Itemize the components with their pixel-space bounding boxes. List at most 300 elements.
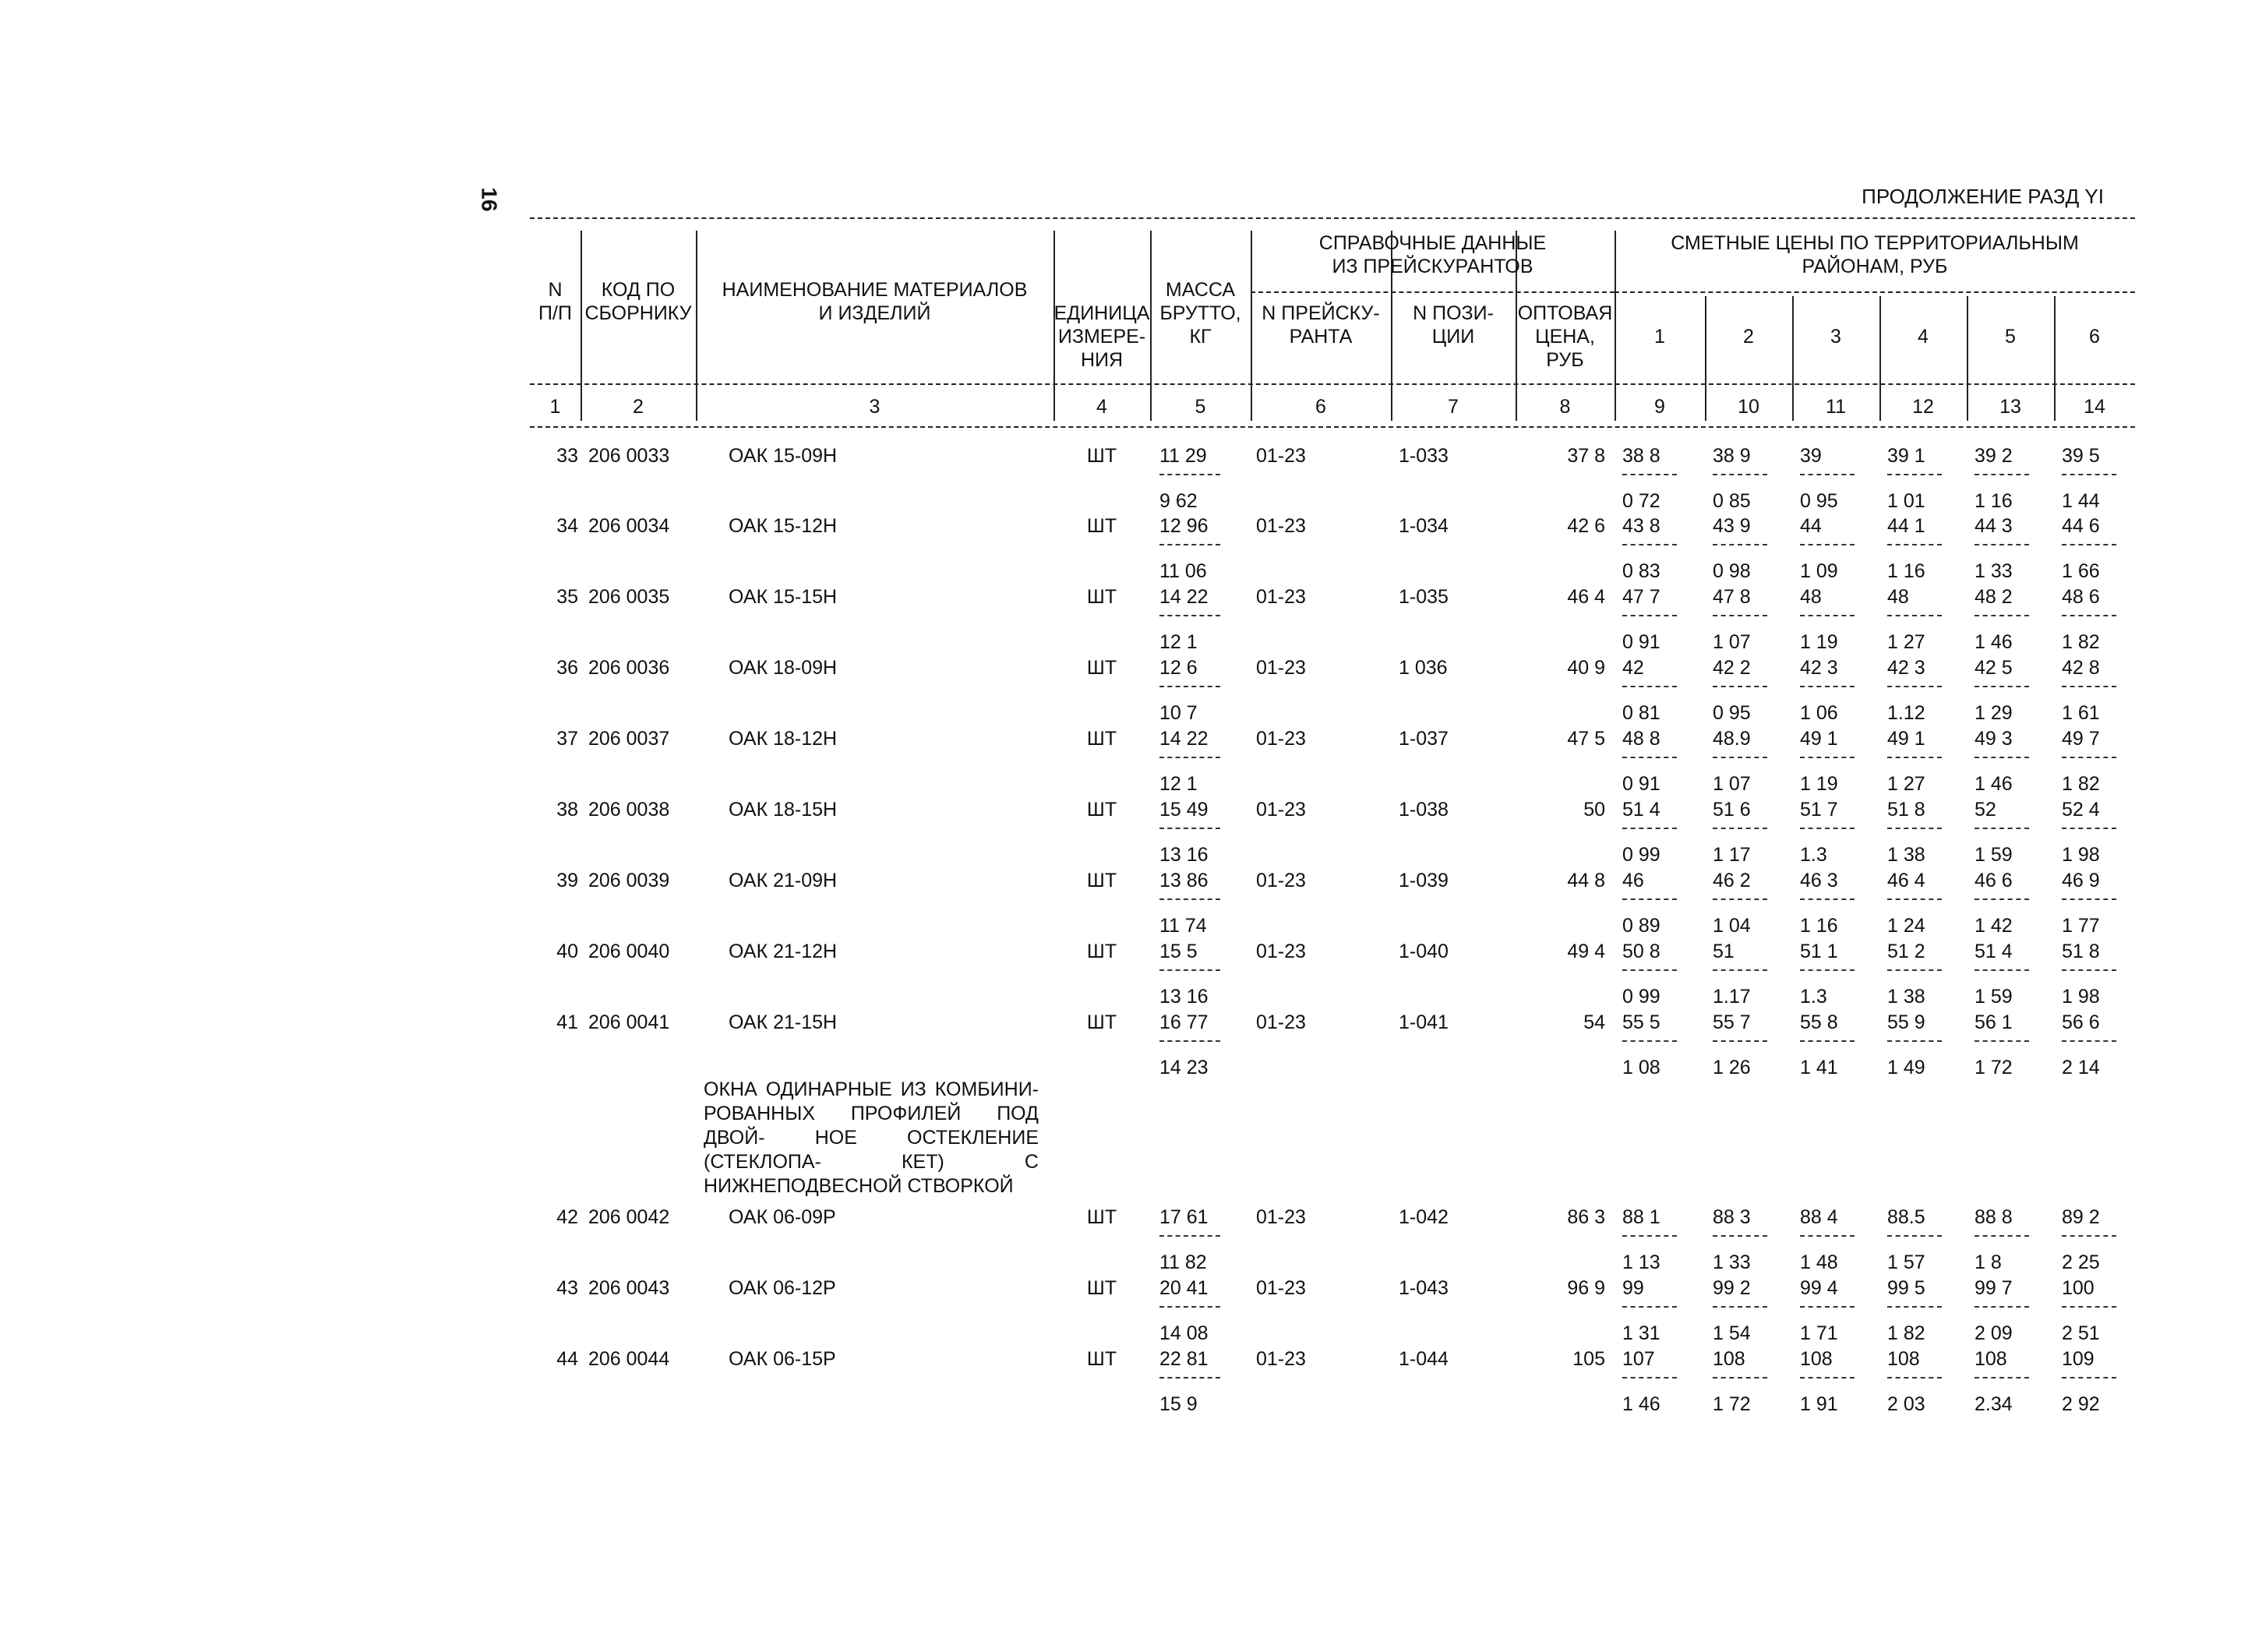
price-fraction-line — [2062, 686, 2116, 687]
row-wholesale: 42 6 — [1567, 515, 1605, 537]
row-price-sub-region-6: 1 98 — [2062, 986, 2100, 1008]
price-fraction-line — [1713, 474, 1767, 475]
row-price-region-6: 48 6 — [2062, 586, 2100, 608]
row-price-sub-region-2: 1 07 — [1713, 631, 1751, 653]
row-price-sub-region-3: 1 91 — [1800, 1393, 1838, 1415]
row-price-sub-region-3: 0 95 — [1800, 490, 1838, 512]
row-pricelist: 01-23 — [1256, 657, 1306, 679]
row-price-sub-region-5: 1 8 — [1975, 1251, 2002, 1273]
row-price-sub-region-2: 1 33 — [1713, 1251, 1751, 1273]
row-price-sub-region-3: 1.3 — [1800, 844, 1827, 866]
header-region-number: 4 — [1918, 326, 1929, 348]
row-price-sub-region-6: 2 51 — [2062, 1322, 2100, 1344]
row-unit: ШТ — [1086, 515, 1117, 537]
row-unit: ШТ — [1086, 870, 1117, 891]
row-price-sub-region-1: 0 72 — [1622, 490, 1660, 512]
price-fraction-line — [1975, 1040, 2029, 1042]
header-col-number: П/П — [538, 302, 572, 324]
price-fraction-line — [1800, 686, 1855, 687]
row-price-region-3: 99 4 — [1800, 1277, 1838, 1299]
row-code: 206 0036 — [588, 657, 670, 679]
row-position: 1-043 — [1399, 1277, 1449, 1299]
row-price-region-1: 46 — [1622, 870, 1644, 891]
row-number: 44 — [556, 1348, 578, 1370]
row-mass-sub: 11 82 — [1159, 1251, 1207, 1273]
header-col-number: N — [548, 279, 563, 301]
price-fraction-line — [1887, 757, 1942, 758]
row-price-region-6: 51 8 — [2062, 941, 2100, 962]
row-price-region-1: 50 8 — [1622, 941, 1660, 962]
row-price-sub-region-5: 1 16 — [1975, 490, 2013, 512]
row-price-sub-region-4: 1 57 — [1887, 1251, 1925, 1273]
price-fraction-line — [1622, 1040, 1677, 1042]
column-number: 11 — [1826, 396, 1846, 418]
row-price-sub-region-4: 1 27 — [1887, 773, 1925, 795]
price-fraction-line — [1887, 1377, 1942, 1378]
row-wholesale: 105 — [1572, 1348, 1605, 1370]
row-price-sub-region-6: 1 98 — [2062, 844, 2100, 866]
row-wholesale: 50 — [1583, 799, 1605, 821]
row-code: 206 0039 — [588, 870, 670, 891]
row-price-region-1: 107 — [1622, 1348, 1655, 1370]
row-price-sub-region-2: 1 07 — [1713, 773, 1751, 795]
row-price-region-3: 51 7 — [1800, 799, 1838, 821]
row-price-region-3: 48 — [1800, 586, 1822, 608]
row-price-sub-region-1: 0 89 — [1622, 915, 1660, 937]
row-price-sub-region-5: 1 72 — [1975, 1057, 2013, 1078]
column-number: 13 — [1999, 396, 2021, 418]
header-price-group: РАЙОНАМ, РУБ — [1802, 256, 1948, 277]
row-mass-sub: 10 7 — [1159, 702, 1198, 724]
row-price-region-2: 51 6 — [1713, 799, 1751, 821]
row-wholesale: 44 8 — [1567, 870, 1605, 891]
row-price-region-1: 55 5 — [1622, 1011, 1660, 1033]
row-price-region-6: 109 — [2062, 1348, 2095, 1370]
row-code: 206 0033 — [588, 445, 670, 467]
row-price-region-5: 42 5 — [1975, 657, 2013, 679]
row-price-region-3: 108 — [1800, 1348, 1833, 1370]
row-price-region-1: 51 4 — [1622, 799, 1660, 821]
row-code: 206 0038 — [588, 799, 670, 821]
row-price-region-5: 56 1 — [1975, 1011, 2013, 1033]
header-col-wholesale: ЦЕНА, — [1535, 326, 1595, 348]
price-fraction-line — [2062, 544, 2116, 545]
price-fraction-line — [1622, 1377, 1677, 1378]
price-fraction-line — [1622, 1306, 1677, 1308]
price-fraction-line — [1713, 686, 1767, 687]
header-col-unit: ЕДИНИЦА — [1053, 302, 1150, 324]
row-price-sub-region-3: 1 41 — [1800, 1057, 1838, 1078]
row-price-sub-region-5: 1 42 — [1975, 915, 2013, 937]
row-pricelist: 01-23 — [1256, 941, 1306, 962]
row-price-sub-region-4: 1 16 — [1887, 560, 1925, 582]
price-fraction-line — [1887, 1306, 1942, 1308]
row-price-region-5: 52 — [1975, 799, 1996, 821]
price-fraction-line — [1800, 1040, 1855, 1042]
row-price-sub-region-5: 2 09 — [1975, 1322, 2013, 1344]
price-fraction-line — [1800, 1377, 1855, 1378]
row-wholesale: 49 4 — [1567, 941, 1605, 962]
row-price-region-5: 39 2 — [1975, 445, 2013, 467]
row-mass: 12 6 — [1159, 657, 1198, 679]
column-number: 5 — [1195, 396, 1206, 418]
price-fraction-line — [1887, 544, 1942, 545]
row-unit: ШТ — [1086, 728, 1117, 750]
row-number: 37 — [556, 728, 578, 750]
row-price-sub-region-5: 1 33 — [1975, 560, 2013, 582]
row-price-sub-region-3: 1 19 — [1800, 773, 1838, 795]
row-code: 206 0037 — [588, 728, 670, 750]
price-fraction-line — [1622, 686, 1677, 687]
header-col-divider — [696, 231, 697, 421]
mass-fraction-line — [1159, 474, 1220, 475]
row-price-region-6: 56 6 — [2062, 1011, 2100, 1033]
price-fraction-line — [1887, 1040, 1942, 1042]
row-price-sub-region-1: 0 99 — [1622, 986, 1660, 1008]
row-mass-sub: 9 62 — [1159, 490, 1198, 512]
header-col-unit: НИЯ — [1080, 349, 1124, 371]
row-price-region-5: 88 8 — [1975, 1206, 2013, 1228]
row-price-region-2: 108 — [1713, 1348, 1745, 1370]
row-price-region-4: 51 2 — [1887, 941, 1925, 962]
row-price-region-2: 47 8 — [1713, 586, 1751, 608]
row-price-region-3: 49 1 — [1800, 728, 1838, 750]
column-number: 4 — [1096, 396, 1107, 418]
row-mass: 14 22 — [1159, 586, 1209, 608]
row-mass-sub: 14 23 — [1159, 1057, 1209, 1078]
row-pricelist: 01-23 — [1256, 1277, 1306, 1299]
column-number: 3 — [869, 396, 881, 418]
row-wholesale: 96 9 — [1567, 1277, 1605, 1299]
row-price-sub-region-1: 1 31 — [1622, 1322, 1660, 1344]
price-group-rule — [1615, 291, 2135, 293]
row-code: 206 0041 — [588, 1011, 670, 1033]
price-fraction-line — [1713, 544, 1767, 545]
row-price-region-3: 51 1 — [1800, 941, 1838, 962]
row-name: ОАК 06-09Р — [729, 1206, 836, 1228]
row-price-region-4: 88.5 — [1887, 1206, 1925, 1228]
row-price-sub-region-1: 0 91 — [1622, 631, 1660, 653]
price-fraction-line — [1887, 828, 1942, 829]
header-region-number: 1 — [1654, 326, 1665, 348]
mass-fraction-line — [1159, 757, 1220, 758]
row-code: 206 0040 — [588, 941, 670, 962]
column-number: 10 — [1738, 396, 1759, 418]
column-number: 12 — [1912, 396, 1934, 418]
row-price-sub-region-4: 1 38 — [1887, 844, 1925, 866]
row-price-sub-region-2: 1 04 — [1713, 915, 1751, 937]
row-unit: ШТ — [1086, 657, 1117, 679]
row-price-region-3: 88 4 — [1800, 1206, 1838, 1228]
price-fraction-line — [2062, 615, 2116, 616]
row-unit: ШТ — [1086, 1277, 1117, 1299]
row-price-sub-region-3: 1 06 — [1800, 702, 1838, 724]
row-price-sub-region-4: 1 27 — [1887, 631, 1925, 653]
row-price-sub-region-2: 1.17 — [1713, 986, 1751, 1008]
price-fraction-line — [1622, 757, 1677, 758]
mass-fraction-line — [1159, 1306, 1220, 1308]
row-price-sub-region-4: 1 38 — [1887, 986, 1925, 1008]
price-fraction-line — [2062, 474, 2116, 475]
row-price-region-1: 42 — [1622, 657, 1644, 679]
row-name: ОАК 21-12Н — [729, 941, 838, 962]
row-price-sub-region-4: 1 82 — [1887, 1322, 1925, 1344]
row-price-region-2: 99 2 — [1713, 1277, 1751, 1299]
row-price-region-4: 44 1 — [1887, 515, 1925, 537]
price-fraction-line — [2062, 1040, 2116, 1042]
row-position: 1-044 — [1399, 1348, 1449, 1370]
row-unit: ШТ — [1086, 445, 1117, 467]
row-mass: 17 61 — [1159, 1206, 1209, 1228]
row-price-sub-region-4: 2 03 — [1887, 1393, 1925, 1415]
row-price-sub-region-6: 1 82 — [2062, 773, 2100, 795]
price-fraction-line — [1887, 615, 1942, 616]
row-price-sub-region-1: 0 83 — [1622, 560, 1660, 582]
column-number: 1 — [549, 396, 561, 418]
price-fraction-line — [1800, 615, 1855, 616]
row-number: 33 — [556, 445, 578, 467]
header-region-number: 6 — [2089, 326, 2100, 348]
row-price-region-6: 42 8 — [2062, 657, 2100, 679]
row-number: 39 — [556, 870, 578, 891]
price-fraction-line — [1975, 1377, 2029, 1378]
row-name: ОАК 18-12Н — [729, 728, 838, 750]
row-price-region-6: 49 7 — [2062, 728, 2100, 750]
price-fraction-line — [1800, 544, 1855, 545]
price-fraction-line — [1887, 969, 1942, 971]
row-price-region-4: 46 4 — [1887, 870, 1925, 891]
header-col-pricelist: РАНТА — [1289, 326, 1353, 348]
price-fraction-line — [1800, 828, 1855, 829]
row-price-region-6: 52 4 — [2062, 799, 2100, 821]
row-price-region-5: 46 6 — [1975, 870, 2013, 891]
row-mass-sub: 13 16 — [1159, 844, 1209, 866]
row-number: 43 — [556, 1277, 578, 1299]
price-fraction-line — [1713, 1235, 1767, 1237]
row-name: ОАК 15-15Н — [729, 586, 838, 608]
header-region-number: 5 — [2005, 326, 2016, 348]
row-position: 1 036 — [1399, 657, 1448, 679]
row-wholesale: 37 8 — [1567, 445, 1605, 467]
row-price-sub-region-3: 1 48 — [1800, 1251, 1838, 1273]
row-price-sub-region-6: 2 92 — [2062, 1393, 2100, 1415]
row-price-sub-region-6: 2 25 — [2062, 1251, 2100, 1273]
price-fraction-line — [1975, 1306, 2029, 1308]
price-fraction-line — [1975, 757, 2029, 758]
header-col-wholesale: РУБ — [1546, 349, 1584, 371]
price-fraction-line — [1622, 898, 1677, 900]
row-price-sub-region-2: 1 17 — [1713, 844, 1751, 866]
row-price-sub-region-2: 1 26 — [1713, 1057, 1751, 1078]
row-position: 1-039 — [1399, 870, 1449, 891]
row-position: 1-038 — [1399, 799, 1449, 821]
row-price-region-1: 47 7 — [1622, 586, 1660, 608]
price-fraction-line — [2062, 828, 2116, 829]
row-pricelist: 01-23 — [1256, 1206, 1306, 1228]
colnum-bottom-rule — [530, 426, 2135, 428]
row-price-region-6: 100 — [2062, 1277, 2095, 1299]
row-mass: 15 5 — [1159, 941, 1198, 962]
row-price-region-1: 88 1 — [1622, 1206, 1660, 1228]
row-price-region-4: 48 — [1887, 586, 1909, 608]
price-fraction-line — [1975, 898, 2029, 900]
row-price-region-1: 99 — [1622, 1277, 1644, 1299]
row-mass: 13 86 — [1159, 870, 1209, 891]
row-price-region-3: 42 3 — [1800, 657, 1838, 679]
price-fraction-line — [1713, 1306, 1767, 1308]
row-code: 206 0044 — [588, 1348, 670, 1370]
price-fraction-line — [1887, 686, 1942, 687]
page-number: 16 — [477, 187, 502, 212]
price-fraction-line — [1713, 1377, 1767, 1378]
row-price-sub-region-1: 1 13 — [1622, 1251, 1660, 1273]
row-price-sub-region-2: 0 98 — [1713, 560, 1751, 582]
column-number: 2 — [633, 396, 644, 418]
price-fraction-line — [1975, 686, 2029, 687]
row-name: ОАК 21-15Н — [729, 1011, 838, 1033]
row-price-region-4: 42 3 — [1887, 657, 1925, 679]
header-price-group: СМЕТНЫЕ ЦЕНЫ ПО ТЕРРИТОРИАЛЬНЫМ — [1671, 232, 2079, 254]
row-number: 36 — [556, 657, 578, 679]
price-fraction-line — [1800, 474, 1855, 475]
row-unit: ШТ — [1086, 1011, 1117, 1033]
row-price-region-4: 55 9 — [1887, 1011, 1925, 1033]
row-price-sub-region-5: 1 59 — [1975, 986, 2013, 1008]
header-ref-group: СПРАВОЧНЫЕ ДАННЫЕ — [1318, 232, 1547, 254]
row-name: ОАК 15-12Н — [729, 515, 838, 537]
row-number: 42 — [556, 1206, 578, 1228]
row-position: 1-035 — [1399, 586, 1449, 608]
row-wholesale: 54 — [1583, 1011, 1605, 1033]
row-price-region-2: 55 7 — [1713, 1011, 1751, 1033]
price-fraction-line — [2062, 1306, 2116, 1308]
header-col-position: N ПОЗИ- — [1413, 302, 1494, 324]
group-heading: ОКНА ОДИНАРНЫЕ ИЗ КОМБИНИ- РОВАННЫХ ПРОФИЛЕЙ ПОД ДВОЙ- НОЕ ОСТЕКЛЕНИЕ (СТЕКЛОПА- КЕТ) С НИЖНЕПОДВЕСНОЙ СТВОРКОЙ — [704, 1078, 1039, 1197]
row-price-sub-region-4: 1 49 — [1887, 1057, 1925, 1078]
price-fraction-line — [2062, 1377, 2116, 1378]
row-unit: ШТ — [1086, 586, 1117, 608]
row-price-region-6: 89 2 — [2062, 1206, 2100, 1228]
mass-fraction-line — [1159, 828, 1220, 829]
price-fraction-line — [1622, 1235, 1677, 1237]
price-fraction-line — [1713, 969, 1767, 971]
column-number: 7 — [1448, 396, 1459, 418]
row-price-region-5: 108 — [1975, 1348, 2007, 1370]
row-price-region-4: 108 — [1887, 1348, 1920, 1370]
row-code: 206 0034 — [588, 515, 670, 537]
price-fraction-line — [1713, 615, 1767, 616]
price-fraction-line — [1713, 757, 1767, 758]
column-number: 6 — [1315, 396, 1326, 418]
row-price-region-2: 51 — [1713, 941, 1735, 962]
row-name: ОАК 06-12Р — [729, 1277, 836, 1299]
row-price-sub-region-5: 1 46 — [1975, 773, 2013, 795]
row-mass: 15 49 — [1159, 799, 1209, 821]
row-price-sub-region-5: 1 29 — [1975, 702, 2013, 724]
row-price-region-5: 51 4 — [1975, 941, 2013, 962]
price-fraction-line — [1622, 828, 1677, 829]
row-mass: 22 81 — [1159, 1348, 1209, 1370]
row-price-region-1: 38 8 — [1622, 445, 1660, 467]
mass-fraction-line — [1159, 969, 1220, 971]
row-price-sub-region-1: 1 46 — [1622, 1393, 1660, 1415]
mass-fraction-line — [1159, 1377, 1220, 1378]
mass-fraction-line — [1159, 686, 1220, 687]
row-number: 38 — [556, 799, 578, 821]
row-price-region-4: 39 1 — [1887, 445, 1925, 467]
header-region-number: 2 — [1743, 326, 1754, 348]
price-fraction-line — [1622, 615, 1677, 616]
row-pricelist: 01-23 — [1256, 1011, 1306, 1033]
row-price-sub-region-4: 1 01 — [1887, 490, 1925, 512]
row-price-sub-region-1: 0 81 — [1622, 702, 1660, 724]
price-fraction-line — [1800, 757, 1855, 758]
row-number: 41 — [556, 1011, 578, 1033]
row-pricelist: 01-23 — [1256, 445, 1306, 467]
section-title: ПРОДОЛЖЕНИЕ РАЗД YI — [1862, 185, 2104, 208]
row-unit: ШТ — [1086, 799, 1117, 821]
price-fraction-line — [1622, 474, 1677, 475]
column-number: 8 — [1559, 396, 1571, 418]
row-code: 206 0043 — [588, 1277, 670, 1299]
row-price-sub-region-2: 0 95 — [1713, 702, 1751, 724]
row-wholesale: 46 4 — [1567, 586, 1605, 608]
header-col-name: И ИЗДЕЛИЙ — [818, 302, 931, 324]
row-wholesale: 47 5 — [1567, 728, 1605, 750]
header-col-pricelist: N ПРЕЙСКУ- — [1262, 302, 1380, 324]
mass-fraction-line — [1159, 615, 1220, 616]
row-price-sub-region-6: 1 61 — [2062, 702, 2100, 724]
row-position: 1-037 — [1399, 728, 1449, 750]
row-price-region-2: 42 2 — [1713, 657, 1751, 679]
price-fraction-line — [1975, 544, 2029, 545]
row-code: 206 0035 — [588, 586, 670, 608]
row-price-sub-region-5: 1 59 — [1975, 844, 2013, 866]
price-fraction-line — [1975, 615, 2029, 616]
price-fraction-line — [1975, 828, 2029, 829]
price-fraction-line — [2062, 969, 2116, 971]
row-price-region-3: 46 3 — [1800, 870, 1838, 891]
price-fraction-line — [1800, 1235, 1855, 1237]
row-price-sub-region-5: 2.34 — [1975, 1393, 2013, 1415]
header-col-mass: МАССА — [1165, 279, 1236, 301]
row-position: 1-040 — [1399, 941, 1449, 962]
row-pricelist: 01-23 — [1256, 799, 1306, 821]
column-number: 14 — [2084, 396, 2105, 418]
price-fraction-line — [1713, 828, 1767, 829]
mass-fraction-line — [1159, 544, 1220, 545]
price-fraction-line — [1975, 474, 2029, 475]
header-region-number: 3 — [1830, 326, 1841, 348]
row-name: ОАК 15-09Н — [729, 445, 838, 467]
row-price-sub-region-2: 1 72 — [1713, 1393, 1751, 1415]
row-price-region-3: 55 8 — [1800, 1011, 1838, 1033]
price-fraction-line — [1713, 1040, 1767, 1042]
row-mass-sub: 14 08 — [1159, 1322, 1209, 1344]
row-price-sub-region-3: 1 71 — [1800, 1322, 1838, 1344]
header-col-unit: ИЗМЕРЕ- — [1057, 326, 1146, 348]
ref-group-rule — [1251, 291, 1615, 293]
table-top-rule — [530, 217, 2135, 219]
row-mass-sub: 12 1 — [1159, 631, 1198, 653]
header-col-wholesale: ОПТОВАЯ — [1517, 302, 1613, 324]
row-mass-sub: 15 9 — [1159, 1393, 1198, 1415]
row-price-sub-region-5: 1 46 — [1975, 631, 2013, 653]
row-price-sub-region-2: 0 85 — [1713, 490, 1751, 512]
header-ref-group: ИЗ ПРЕЙСКУРАНТОВ — [1332, 256, 1533, 277]
price-fraction-line — [1975, 1235, 2029, 1237]
row-price-region-2: 46 2 — [1713, 870, 1751, 891]
